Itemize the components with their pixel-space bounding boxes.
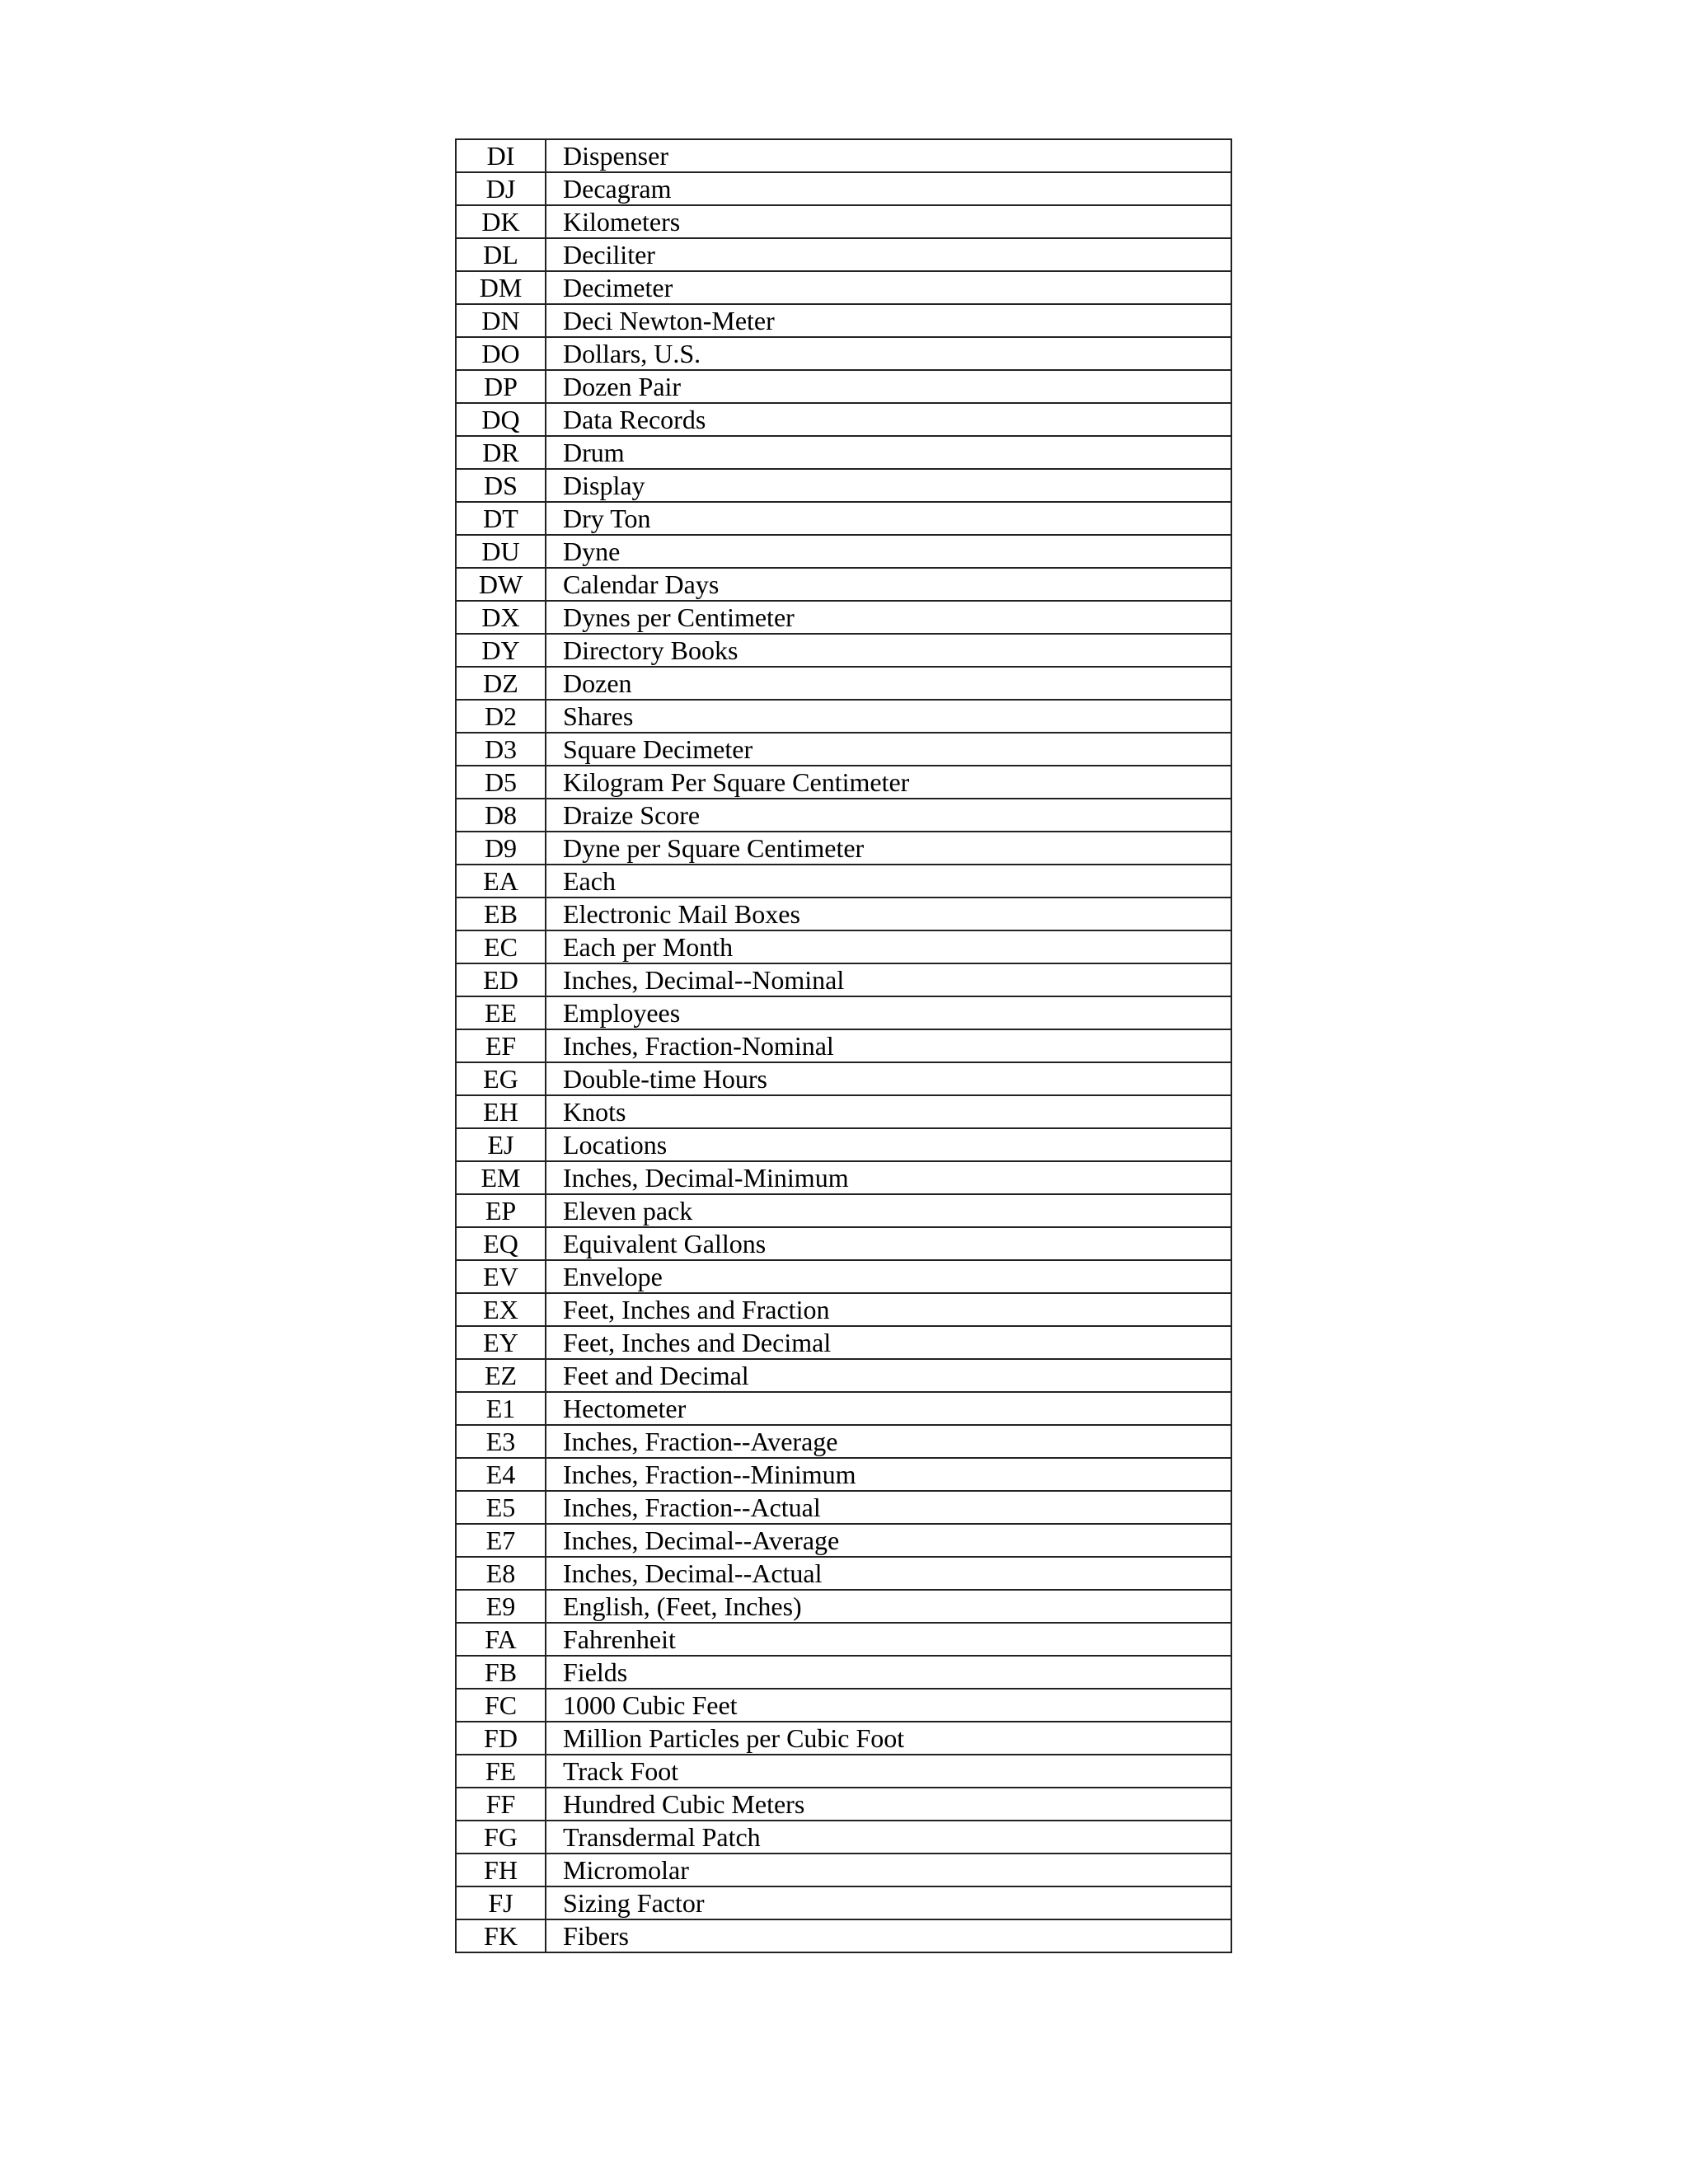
unit-description-cell: Dozen Pair — [546, 370, 1231, 403]
unit-description-cell: Inches, Fraction-Nominal — [546, 1029, 1231, 1062]
unit-description-cell: Kilogram Per Square Centimeter — [546, 766, 1231, 799]
table-row — [456, 667, 1231, 700]
unit-description-cell: Display — [546, 469, 1231, 502]
unit-code-cell: EM — [456, 1161, 546, 1194]
unit-description-cell: Dry Ton — [546, 502, 1231, 535]
table-row — [456, 799, 1231, 832]
table-row — [456, 535, 1231, 568]
unit-description-cell: Data Records — [546, 403, 1231, 436]
unit-code-cell: DW — [456, 568, 546, 601]
unit-code-cell: EQ — [456, 1227, 546, 1260]
unit-code-cell: E4 — [456, 1458, 546, 1491]
unit-code-cell: EJ — [456, 1128, 546, 1161]
unit-code-cell: DQ — [456, 403, 546, 436]
table-row — [456, 1260, 1231, 1293]
table-row — [456, 1557, 1231, 1590]
table-row — [456, 304, 1231, 337]
table-row — [456, 898, 1231, 930]
table-row — [456, 1755, 1231, 1788]
unit-code-cell: DP — [456, 370, 546, 403]
unit-description-cell: Calendar Days — [546, 568, 1231, 601]
table-row — [456, 1227, 1231, 1260]
unit-description-cell: Inches, Fraction--Average — [546, 1425, 1231, 1458]
unit-description-cell: Deci Newton-Meter — [546, 304, 1231, 337]
unit-description-cell: Feet, Inches and Decimal — [546, 1326, 1231, 1359]
unit-description-cell: Inches, Decimal--Actual — [546, 1557, 1231, 1590]
unit-code-cell: DR — [456, 436, 546, 469]
unit-code-cell: EF — [456, 1029, 546, 1062]
unit-description-cell: Decimeter — [546, 271, 1231, 304]
table-row — [456, 1425, 1231, 1458]
unit-code-cell: EH — [456, 1095, 546, 1128]
table-row — [456, 601, 1231, 634]
unit-code-cell: ED — [456, 963, 546, 996]
unit-code-table — [455, 138, 1232, 1953]
unit-code-cell: DN — [456, 304, 546, 337]
unit-code-cell: E1 — [456, 1392, 546, 1425]
table-row — [456, 502, 1231, 535]
unit-description-cell: Transdermal Patch — [546, 1821, 1231, 1854]
table-row — [456, 1854, 1231, 1886]
table-row — [456, 733, 1231, 766]
unit-code-cell: EP — [456, 1194, 546, 1227]
unit-code-cell: FA — [456, 1623, 546, 1656]
unit-description-cell: Knots — [546, 1095, 1231, 1128]
unit-code-cell: E3 — [456, 1425, 546, 1458]
unit-description-cell: Inches, Fraction--Minimum — [546, 1458, 1231, 1491]
unit-description-cell: Dozen — [546, 667, 1231, 700]
table-row — [456, 930, 1231, 963]
table-row — [456, 996, 1231, 1029]
unit-description-cell: Inches, Decimal-Minimum — [546, 1161, 1231, 1194]
unit-code-cell: FC — [456, 1689, 546, 1722]
unit-description-cell: Track Foot — [546, 1755, 1231, 1788]
unit-description-cell: Drum — [546, 436, 1231, 469]
unit-description-cell: Fields — [546, 1656, 1231, 1689]
unit-code-cell: DS — [456, 469, 546, 502]
table-row — [456, 1095, 1231, 1128]
unit-code-cell: DJ — [456, 172, 546, 205]
unit-code-cell: EX — [456, 1293, 546, 1326]
unit-description-cell: Locations — [546, 1128, 1231, 1161]
unit-code-cell: E7 — [456, 1524, 546, 1557]
unit-code-cell: EG — [456, 1062, 546, 1095]
unit-description-cell: Sizing Factor — [546, 1886, 1231, 1919]
table-row — [456, 700, 1231, 733]
table-row — [456, 1359, 1231, 1392]
unit-code-cell: DO — [456, 337, 546, 370]
unit-code-cell: D2 — [456, 700, 546, 733]
table-row — [456, 1524, 1231, 1557]
table-row — [456, 832, 1231, 865]
unit-description-cell: Hundred Cubic Meters — [546, 1788, 1231, 1821]
unit-description-cell: Kilometers — [546, 205, 1231, 238]
unit-code-cell: DT — [456, 502, 546, 535]
unit-code-cell: DZ — [456, 667, 546, 700]
table-row — [456, 1491, 1231, 1524]
unit-description-cell: Inches, Fraction--Actual — [546, 1491, 1231, 1524]
table-row — [456, 403, 1231, 436]
table-row — [456, 1392, 1231, 1425]
table-row — [456, 568, 1231, 601]
unit-code-cell: FD — [456, 1722, 546, 1755]
unit-description-cell: English, (Feet, Inches) — [546, 1590, 1231, 1623]
table-row — [456, 1722, 1231, 1755]
unit-code-cell: FJ — [456, 1886, 546, 1919]
table-row — [456, 1623, 1231, 1656]
unit-code-cell: DM — [456, 271, 546, 304]
unit-code-cell: DI — [456, 139, 546, 172]
table-row — [456, 271, 1231, 304]
unit-description-cell: Dynes per Centimeter — [546, 601, 1231, 634]
table-row — [456, 337, 1231, 370]
unit-description-cell: Inches, Decimal--Nominal — [546, 963, 1231, 996]
table-row — [456, 205, 1231, 238]
table-row — [456, 1458, 1231, 1491]
unit-code-cell: FB — [456, 1656, 546, 1689]
unit-code-cell: FF — [456, 1788, 546, 1821]
unit-description-cell: Draize Score — [546, 799, 1231, 832]
table-row — [456, 766, 1231, 799]
unit-code-cell: DX — [456, 601, 546, 634]
unit-description-cell: Fahrenheit — [546, 1623, 1231, 1656]
unit-description-cell: Square Decimeter — [546, 733, 1231, 766]
unit-code-cell: FH — [456, 1854, 546, 1886]
table-row — [456, 1029, 1231, 1062]
table-row — [456, 1656, 1231, 1689]
table-row — [456, 634, 1231, 667]
table-row — [456, 1788, 1231, 1821]
unit-code-cell: D3 — [456, 733, 546, 766]
table-row — [456, 1886, 1231, 1919]
unit-code-cell: E5 — [456, 1491, 546, 1524]
unit-code-cell: DY — [456, 634, 546, 667]
unit-description-cell: Hectometer — [546, 1392, 1231, 1425]
table-row — [456, 1821, 1231, 1854]
unit-code-cell: EV — [456, 1260, 546, 1293]
unit-code-cell: FG — [456, 1821, 546, 1854]
unit-description-cell: Inches, Decimal--Average — [546, 1524, 1231, 1557]
table-row — [456, 1062, 1231, 1095]
unit-code-cell: EZ — [456, 1359, 546, 1392]
unit-description-cell: Million Particles per Cubic Foot — [546, 1722, 1231, 1755]
unit-description-cell: Dyne per Square Centimeter — [546, 832, 1231, 865]
unit-description-cell: Directory Books — [546, 634, 1231, 667]
unit-description-cell: Each per Month — [546, 930, 1231, 963]
unit-description-cell: Equivalent Gallons — [546, 1227, 1231, 1260]
unit-description-cell: Dollars, U.S. — [546, 337, 1231, 370]
unit-description-cell: Feet, Inches and Fraction — [546, 1293, 1231, 1326]
unit-description-cell: Eleven pack — [546, 1194, 1231, 1227]
unit-description-cell: Each — [546, 865, 1231, 898]
unit-description-cell: Double-time Hours — [546, 1062, 1231, 1095]
table-row — [456, 1919, 1231, 1952]
unit-code-cell: D5 — [456, 766, 546, 799]
table-row — [456, 370, 1231, 403]
unit-code-cell: EY — [456, 1326, 546, 1359]
unit-code-cell: D9 — [456, 832, 546, 865]
table-row — [456, 1128, 1231, 1161]
unit-code-cell: EE — [456, 996, 546, 1029]
table-row — [456, 238, 1231, 271]
unit-code-cell: EC — [456, 930, 546, 963]
unit-description-cell: Decagram — [546, 172, 1231, 205]
unit-description-cell: Dyne — [546, 535, 1231, 568]
unit-code-cell: FK — [456, 1919, 546, 1952]
table-row — [456, 1689, 1231, 1722]
unit-code-cell: E8 — [456, 1557, 546, 1590]
unit-description-cell: Fibers — [546, 1919, 1231, 1952]
unit-description-cell: Feet and Decimal — [546, 1359, 1231, 1392]
unit-description-cell: Micromolar — [546, 1854, 1231, 1886]
unit-code-cell: FE — [456, 1755, 546, 1788]
table-row — [456, 172, 1231, 205]
table-row — [456, 1161, 1231, 1194]
unit-description-cell: 1000 Cubic Feet — [546, 1689, 1231, 1722]
unit-description-cell: Employees — [546, 996, 1231, 1029]
table-row — [456, 469, 1231, 502]
table-row — [456, 436, 1231, 469]
table-row — [456, 1590, 1231, 1623]
table-row — [456, 1326, 1231, 1359]
table-row — [456, 1293, 1231, 1326]
unit-code-cell: DK — [456, 205, 546, 238]
table-row — [456, 1194, 1231, 1227]
unit-code-cell: DL — [456, 238, 546, 271]
unit-code-cell: DU — [456, 535, 546, 568]
unit-description-cell: Shares — [546, 700, 1231, 733]
unit-code-cell: EB — [456, 898, 546, 930]
unit-description-cell: Deciliter — [546, 238, 1231, 271]
table-row — [456, 865, 1231, 898]
unit-code-cell: E9 — [456, 1590, 546, 1623]
unit-description-cell: Envelope — [546, 1260, 1231, 1293]
unit-description-cell: Dispenser — [546, 139, 1231, 172]
unit-description-cell: Electronic Mail Boxes — [546, 898, 1231, 930]
unit-code-cell: D8 — [456, 799, 546, 832]
unit-code-cell: EA — [456, 865, 546, 898]
table-row — [456, 139, 1231, 172]
table-row — [456, 963, 1231, 996]
unit-code-table-body — [456, 139, 1231, 1952]
